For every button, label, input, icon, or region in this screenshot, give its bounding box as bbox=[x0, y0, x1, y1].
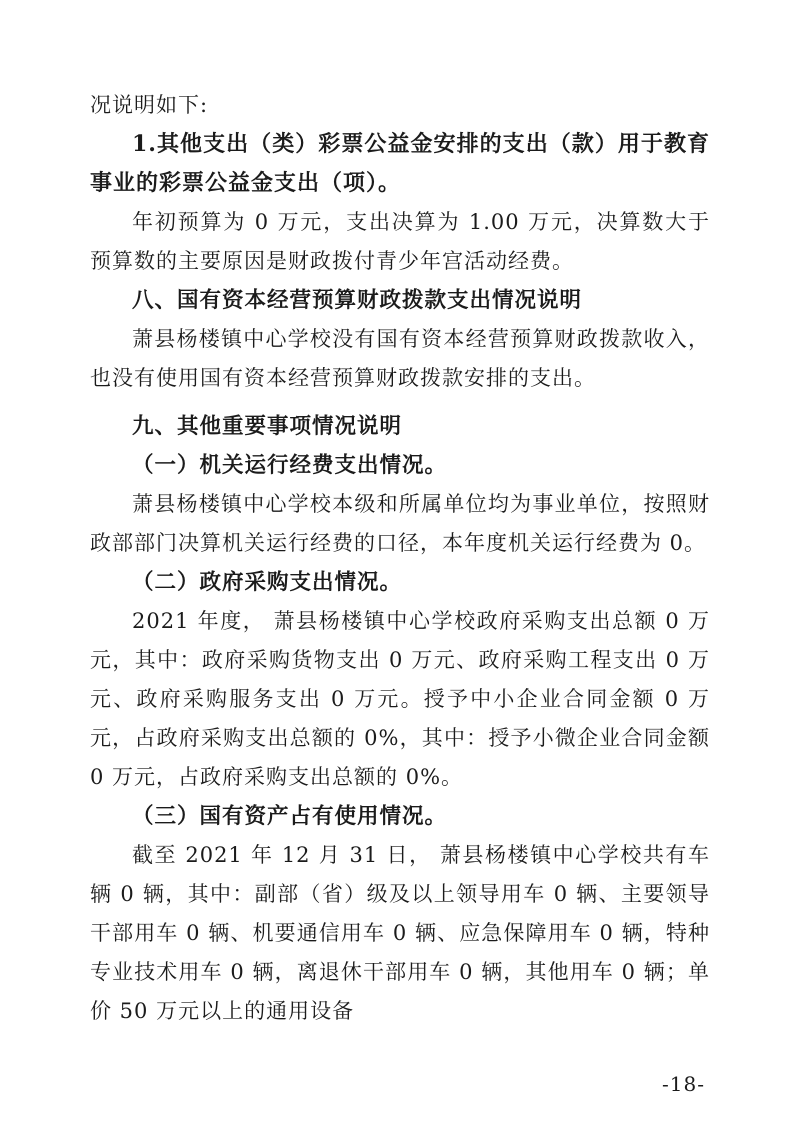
document-body bbox=[90, 86, 710, 1031]
paragraph-lottery-budget: 年初预算为 0 万元，支出决算为 1.00 万元，决算数大于预算数的主要原因是财政拨付青少年宫活动经费。 bbox=[90, 210, 710, 273]
paragraph-continuation: 况说明如下: bbox=[90, 93, 209, 117]
heading-9-2-government-procurement: （二）政府采购支出情况。 bbox=[132, 570, 403, 595]
heading-section-9-other-matters: 九、其他重要事项情况说明 bbox=[132, 414, 403, 439]
paragraph-state-capital: 萧县杨楼镇中心学校没有国有资本经营预算财政拨款收入，也没有使用国有资本经营预算财政拨款安排的支出。 bbox=[90, 327, 710, 390]
heading-9-3-state-assets: （三）国有资产占有使用情况。 bbox=[132, 804, 448, 829]
paragraph-state-assets-vehicles: 截至 2021 年 12 月 31 日， 萧县杨楼镇中心学校共有车辆 0 辆，其中：副部（省）级及以上领导用车 0 辆、主要领导干部用车 0 辆、机要通信用车 0 辆、应急保障用车 0 辆，特种专业技术用车 0 辆，离退休干部用车 0 辆，其他用车 0 辆；单价 50 万元以上的通用设备 bbox=[90, 843, 710, 1023]
heading-lottery-expenditure: 1.其他支出（类）彩票公益金安排的支出（款）用于教育事业的彩票公益金支出（项）。 bbox=[90, 131, 710, 196]
heading-section-8-state-capital: 八、国有资本经营预算财政拨款支出情况说明 bbox=[132, 288, 583, 313]
heading-9-1-operating-expenses: （一）机关运行经费支出情况。 bbox=[132, 453, 448, 478]
paragraph-government-procurement: 2021 年度， 萧县杨楼镇中心学校政府采购支出总额 0 万元，其中：政府采购货物支出 0 万元、政府采购工程支出 0 万元、政府采购服务支出 0 万元。授予中小企业合同金额 0 万元，占政府采购支出总额的 0%，其中：授予小微企业合同金额 0 万元，占政府采购支出总额的 0%。 bbox=[90, 609, 710, 789]
paragraph-operating-expenses: 萧县杨楼镇中心学校本级和所属单位均为事业单位，按照财政部部门决算机关运行经费的口径，本年度机关运行经费为 0。 bbox=[90, 492, 710, 555]
page-number: -18- bbox=[662, 1072, 705, 1096]
